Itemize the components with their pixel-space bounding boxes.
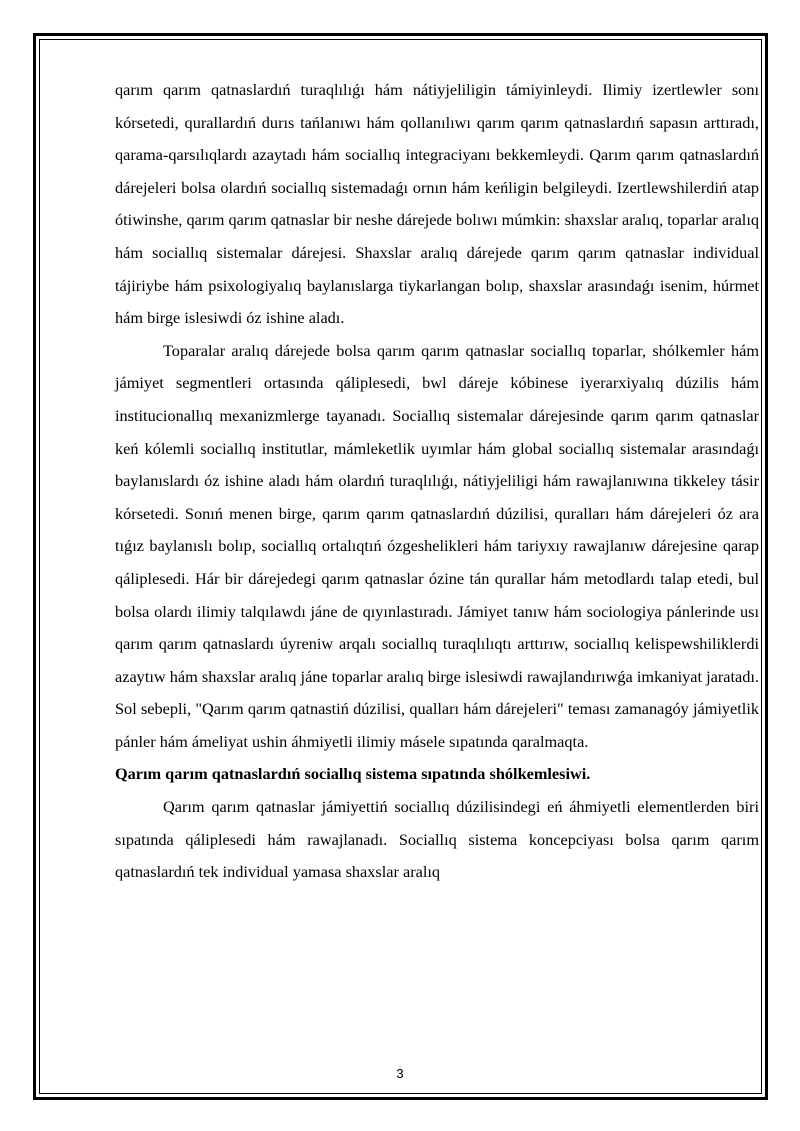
paragraph-2: Toparalar aralıq dárejede bolsa qarım qarım qatnaslar sociallıq toparlar, shólkemler hám jámiyet segmentleri ortasında qáliplesedi, bwl dáreje kóbinese iyerarxiyalıq dúzilis hám institucionallıq mexanizmlerge tayanadı. Sociallıq sistemalar dárejesinde qarım qarım qatnaslar keń kólemli sociallıq institutlar, mámleketlik uyımlar hám global sociallıq sistemalar arasındaǵı baylanıslardı óz ishine aladı hám olardıń turaqlılıǵı, nátiyjeliligi hám rawajlanıwına tikkeley tásir kórsetedi. Sonıń menen birge, qarım qarım qatnaslardıń dúzilisi, quralları hám dárejeleri óz ara tıǵız baylanıslı bolıp, sociallıq ortalıqtıń ózgeshelikleri hám tariyxıy rawajlanıw dárejesine qarap qáliplesedi. Hár bir dárejedegi qarım qatnaslar ózine tán qurallar hám metodlardı talap etedi, bul bolsa olardı ilimiy talqılawdı jáne de qıyınlastıradı. Jámiyet tanıw hám sociologiya pánlerinde usı qarım qarım qatnaslardı úyreniw arqalı sociallıq turaqlılıqtı arttırıw, sociallıq kelispewshiliklerdi azaytıw hám shaxslar aralıq jáne toparlar aralıq birge islesiwdi rawajlandırıwǵa imkaniyat jaratadı. Sol sebepli, "Qarım qarım qatnastiń dúzilisi, qualları hám dárejeleri" teması zamanagóy jámiyetlik pánler hám ámeliyat ushin áhmiyetli ilimiy másele sıpatında qaralmaqta. bbox=[115, 340, 759, 751]
document-body bbox=[115, 74, 759, 889]
section-heading: Qarım qarım qatnaslardıń sociallıq sistema sıpatında shólkemlesiwi. bbox=[115, 764, 591, 784]
paragraph-1: qarım qarım qatnaslardıń turaqlılıǵı hám nátiyjeliligin támiyinleydi. Ilimiy izertlewler sonı kórsetedi, qurallardıń durıs tańlanıwı hám qollanılıwı qarım qarım qatnaslardıń sapasın arttıradı, qarama-qarsılıqlardı azaytadı hám sociallıq integraciyanı bekkemleydi. Qarım qarım qatnaslardıń dárejeleri bolsa olardıń sociallıq sistemadaǵı ornın hám keńligin belgileydi. Izertlewshilerdiń atap ótiwinshe, qarım qarım qatnaslar bir neshe dárejede bolıwı múmkin: shaxslar aralıq, toparlar aralıq hám sociallıq sistemalar dárejesi. Shaxslar aralıq dárejede qarım qarım qatnaslar individual tájiriybe hám psixologiyalıq baylanıslarga tiykarlangan bolıp, shaxslar arasındaǵı isenim, húrmet hám birge islesiwdi óz ishine aladı. bbox=[115, 80, 759, 328]
page-number: 3 bbox=[396, 1066, 404, 1081]
paragraph-3: Qarım qarım qatnaslar jámiyettiń sociallıq dúzilisindegi eń áhmiyetli elementlerden biri sıpatında qáliplesedi hám rawajlanadı. Sociallıq sistema koncepciyası bolsa qarım qarım qatnaslardıń tek individual yamasa shaxslar aralıq bbox=[115, 797, 759, 882]
